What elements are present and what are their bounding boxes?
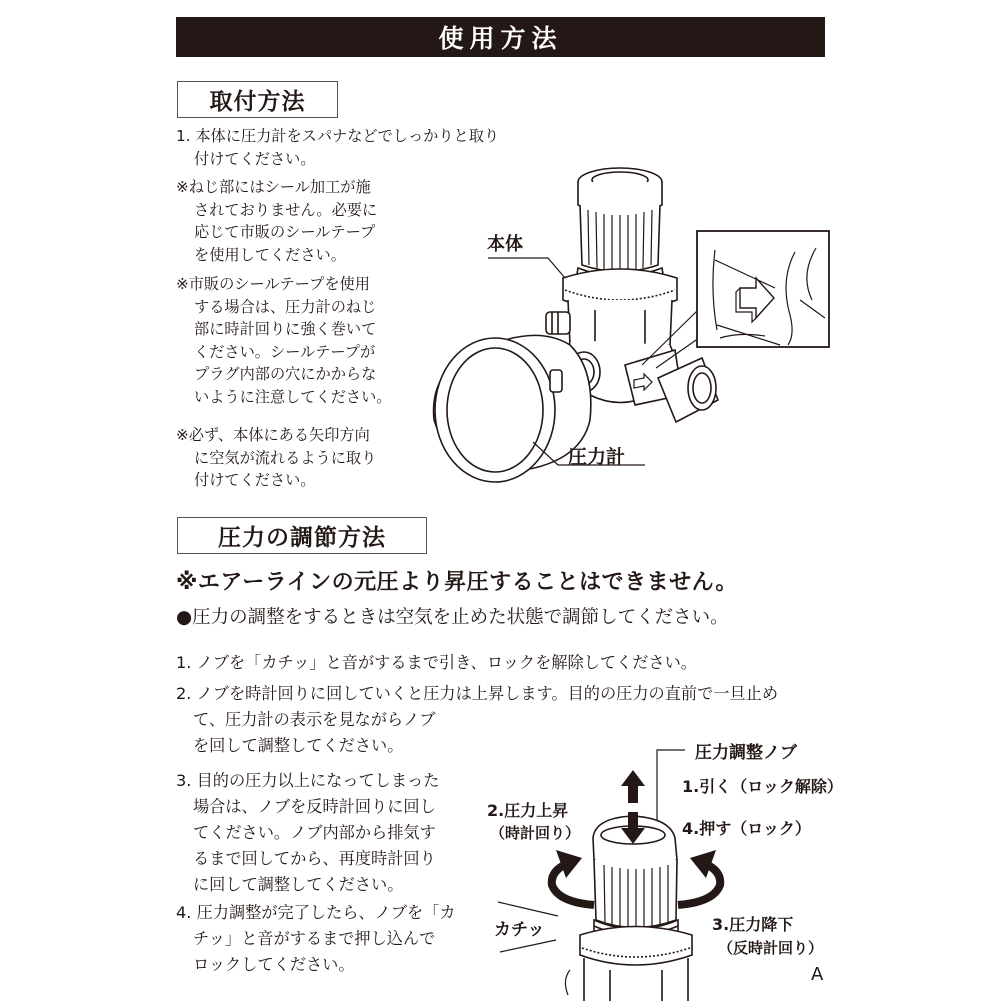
text-line: に回して調整してください。: [193, 875, 404, 894]
text-line: ※市販のシールテープを使用: [176, 275, 370, 293]
text-line: 付けてください。: [194, 471, 316, 489]
text-line: を使用してください。: [194, 245, 346, 264]
warning-text: ※エアーラインの元圧より昇圧することはできません。: [176, 570, 738, 595]
label-pressure-up-sub: （時計回り）: [490, 824, 581, 842]
mounting-note-3: [176, 424, 376, 492]
section-heading-mounting-text: 取付方法: [209, 89, 306, 115]
text-line: てください。ノブ内部から排気す: [193, 823, 436, 842]
text-line: ロックしてください。: [193, 955, 355, 974]
label-click: カチッ: [494, 920, 545, 940]
text-line: を回して調整してください。: [193, 736, 404, 755]
regulator-gauge-illustration: [420, 160, 840, 500]
label-pressure-down: 3.圧力降下: [712, 915, 794, 934]
text-line: 1. ノブを「カチッ」と音がするまで引き、ロックを解除してください。: [176, 653, 697, 672]
label-knob: 圧力調整ノブ: [695, 743, 797, 763]
page-title: 使用方法: [438, 24, 563, 53]
label-pressure-down-sub: （反時計回り）: [718, 939, 824, 957]
text-line: する場合は、圧力計のねじ: [194, 297, 377, 316]
text-line: 部に時計回りに強く巻いて: [194, 320, 377, 338]
text-line: 2. ノブを時計回りに回していくと圧力は上昇します。目的の圧力の直前で一旦止め: [176, 684, 779, 703]
text-line: 場合は、ノブを反時計回りに回し: [193, 797, 436, 816]
knob-adjust-illustration: [470, 730, 840, 1001]
text-line: に空気が流れるように取り: [194, 448, 377, 467]
text-line: ※ねじ部にはシール加工が施: [176, 178, 371, 196]
text-line: 1. 本体に圧力計をスパナなどでしっかりと取り: [176, 127, 500, 145]
corner-mark: A: [811, 964, 824, 985]
text-line: 付けてください。: [194, 149, 316, 168]
adjust-step-3: [176, 768, 439, 898]
adjust-step-4: [176, 900, 456, 978]
text-line: プラグ内部の穴にかからな: [194, 365, 377, 383]
adjust-step-1: [176, 650, 697, 676]
text-line: 応じて市販のシールテープ: [194, 223, 376, 241]
rotate-clockwise-icon: [552, 850, 594, 905]
text-line: いように注意してください。: [194, 387, 392, 406]
label-pull: 1.引く（ロック解除）: [682, 777, 843, 796]
text-line: 4. 圧力調整が完了したら、ノブを「カ: [176, 903, 456, 922]
page-title-bar: [176, 17, 825, 57]
label-body: 本体: [487, 234, 523, 255]
section-heading-adjust-text: 圧力の調節方法: [218, 525, 386, 551]
text-line: ください。シールテープが: [194, 342, 376, 361]
rotate-counterclockwise-icon: [678, 850, 720, 905]
label-pressure-up: 2.圧力上昇: [487, 801, 569, 820]
text-line: チッ」と音がするまで押し込んで: [193, 929, 436, 948]
section-heading-mounting: [177, 81, 338, 118]
text-line: 3. 目的の圧力以上になってしまった: [176, 771, 440, 790]
text-line: て、圧力計の表示を見ながらノブ: [193, 710, 436, 729]
bullet-note: ●圧力の調整をするときは空気を止めた状態で調節してください。: [176, 607, 729, 628]
section-heading-adjust: [177, 517, 427, 554]
text-line: されておりません。必要に: [194, 200, 378, 219]
label-push: 4.押す（ロック）: [682, 819, 811, 838]
label-gauge: 圧力計: [568, 446, 626, 468]
mounting-note-2: [176, 273, 391, 408]
text-line: ※必ず、本体にある矢印方向: [176, 426, 370, 444]
mounting-note-1: [176, 176, 377, 266]
text-line: るまで回してから、再度時計回り: [193, 849, 436, 868]
